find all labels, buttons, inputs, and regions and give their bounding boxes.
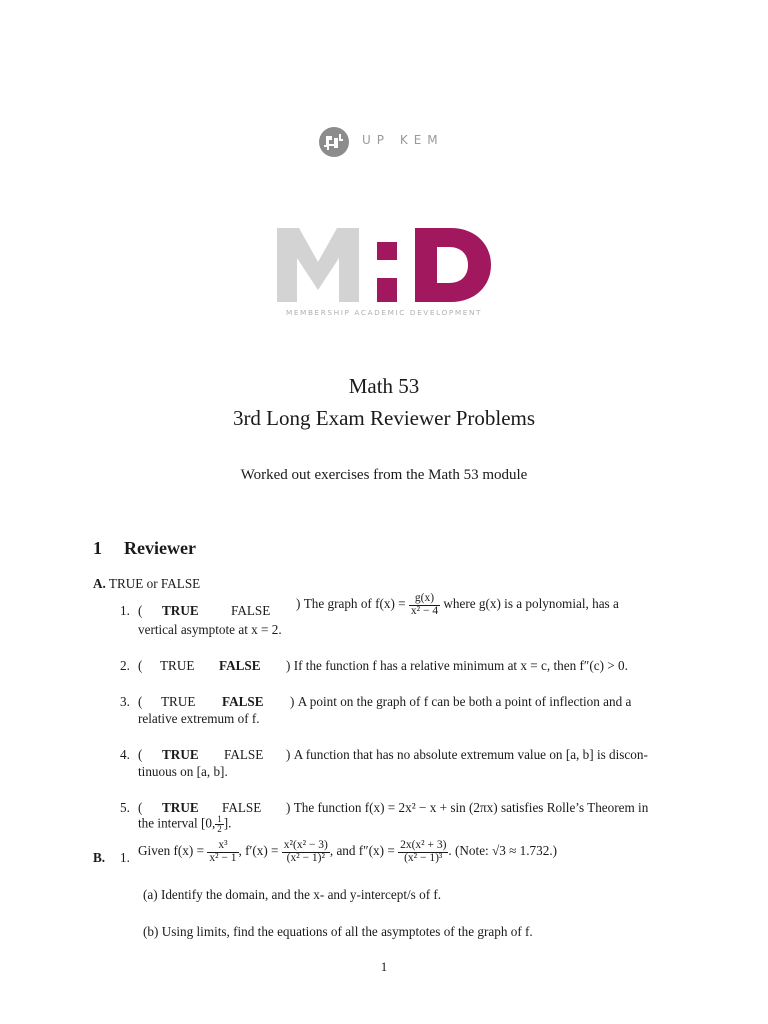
item-1-statement: ) The graph of f(x) = $\frac{g(x)}{\text{x² − 4}}$ where g(x) is a polynomial, has a [296,592,619,617]
upkem-logo-icon [318,126,350,158]
item-5-fraction: $\frac{1}{2}$ [217,814,222,834]
item-1-paren: ( [138,603,143,618]
item-5-false: FALSE [222,800,262,815]
item-2-statement: ) If the function f has a relative minimum at x = c, then f″(c) > 0. [286,658,628,673]
part-b-label: B. [93,850,106,865]
part-a-heading [93,576,200,592]
item-4-statement: ) A function that has no absolute extremum value on [a, b] is discon- [286,747,648,762]
item-3-paren: ( [138,694,143,709]
item-2-paren: ( [138,658,143,673]
item-1-number: 1. [120,603,130,618]
item-4-line2: tinuous on [a, b]. [138,764,228,779]
item-2-number: 2. [120,658,130,673]
item-2-false: FALSE [219,658,261,673]
item-3-line2: relative extremum of f. [138,711,260,726]
page-number: 1 [380,959,388,974]
section-title: Reviewer [124,538,196,558]
item-3-false: FALSE [222,694,264,709]
item-4-false: FALSE [224,747,264,762]
item-5-statement: ) The function f(x) = 2x² − x + sin (2πx) satisfies Rolle’s Theorem in [286,800,649,815]
part-a-title: TRUE or FALSE [108,576,201,591]
item-3-true: TRUE [161,694,196,709]
item-1-true: TRUE [162,603,199,618]
f-double-prime-fraction: $\frac{\text{2x(x² + 3)}}{\text{(x² − 1)³}}$ [400,839,447,864]
course-title: Math 53 [348,374,420,398]
sub-item-b: (b) Using limits, find the equations of all the asymptotes of the graph of f. [143,924,533,939]
sub-item-a: (a) Identify the domain, and the x- and y-intercept/s of f. [143,887,442,902]
item-2-true: TRUE [160,658,195,673]
item-1-false: FALSE [231,603,271,618]
item-4-number: 4. [120,747,130,762]
part-b-number: 1. [120,850,130,865]
item-1-fraction: $\frac{g(x)}{\text{x² − 4}}$ [410,592,439,617]
item-4-true: TRUE [162,747,199,762]
item-4-paren: ( [138,747,143,762]
logo-subtitle: MEMBERSHIP ACADEMIC DEVELOPMENT [285,308,483,317]
part-a-label: A. [93,576,106,591]
section-number: 1 [93,538,102,558]
item-3-number: 3. [120,694,130,709]
f-fraction: $\frac{\text{x³}}{\text{x² − 1}}$ [209,839,237,864]
item-5-line2: the interval [0, $\frac{1}{2}$ ]. [138,814,232,834]
item-5-number: 5. [120,800,130,815]
f-prime-fraction: $\frac{\text{x²(x² − 3)}}{\text{(x² − 1)²}}$ [283,839,328,864]
org-name: UP KEM [362,133,444,147]
document-description: Worked out exercises from the Math 53 module [240,467,528,483]
item-1-line2: vertical asymptote at x = 2. [138,622,282,637]
md-logo-icon [277,228,491,302]
exam-title: 3rd Long Exam Reviewer Problems [232,406,536,430]
part-b-given: Given f(x) = $\frac{\text{x³}}{\text{x² − 1}}$ , f′(x) = $\frac{\text{x²(x² − 3)}}{\text{(x² − 1)²}}$ , and f″(x) = $\frac{\text{2x(x² + 3)}}{\text{(x² − 1)³}}$ . (Note: √3 ≈ 1.732.) [138,839,558,864]
item-5-paren: ( [138,800,143,815]
item-5-true: TRUE [162,800,199,815]
item-3-statement: ) A point on the graph of f can be both a point of inflection and a [290,694,632,709]
